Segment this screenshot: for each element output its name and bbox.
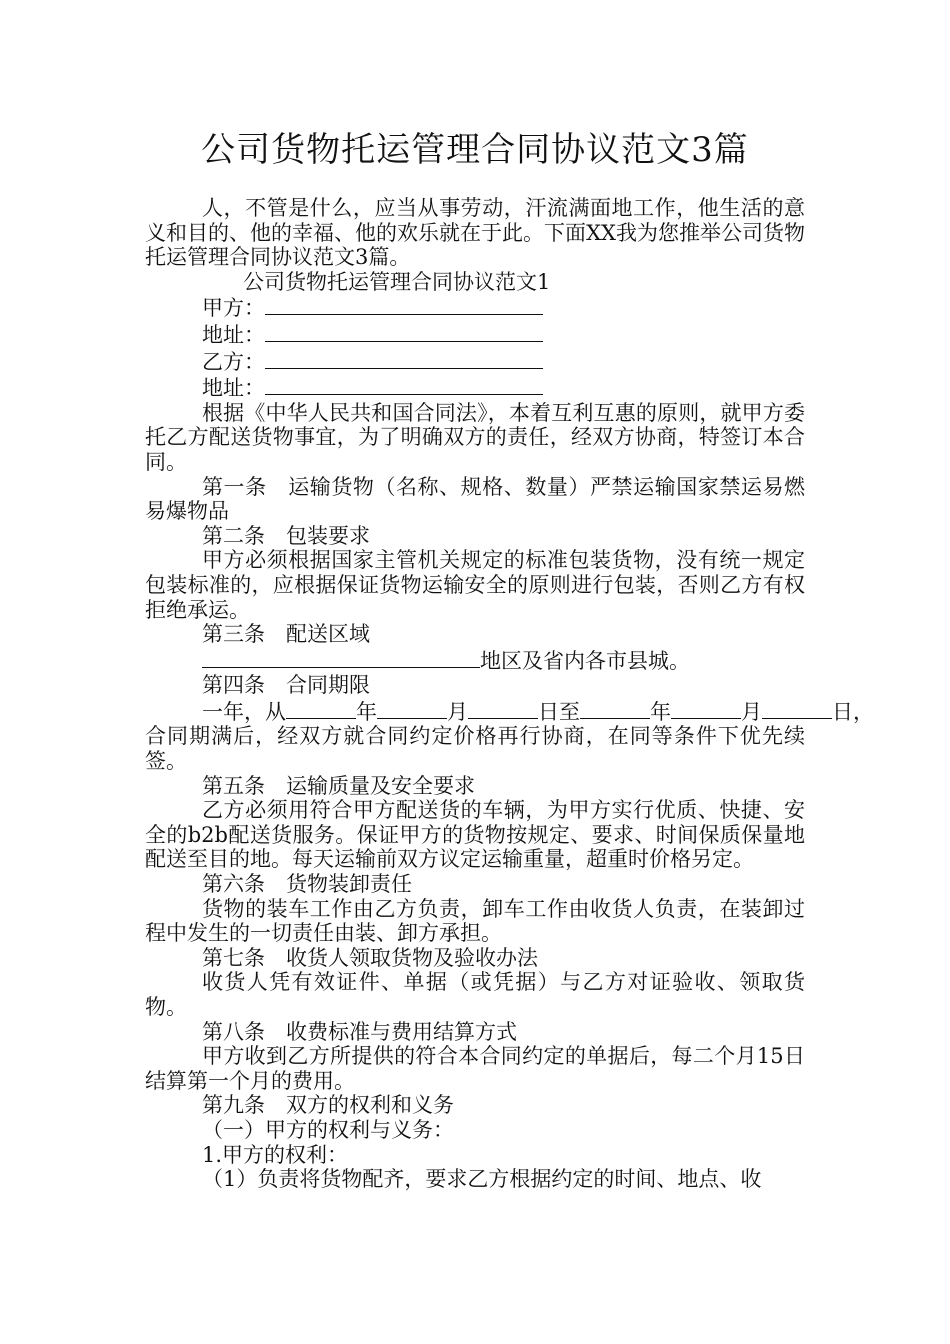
region-blank [202,647,480,668]
article-2-text: 甲方必须根据国家主管机关规定的标准包装货物，没有统一规定包装标准的，应根据保证货物运输安全的原则进行包装，否则乙方有权拒绝承运。 [145,548,805,622]
address-label-2: 地址： [202,376,265,401]
article-4-heading: 第四条 合同期限 [202,673,370,698]
preamble-paragraph: 根据《中华人民共和国合同法》，本着互利互惠的原则，就甲方委托乙方配送货物事宜，为了明确双方的责任，经双方协商，特签订本合同。 [145,400,805,474]
address-blank-1 [265,321,543,342]
article-9-heading: 第九条 双方的权利和义务 [202,1093,454,1118]
article-5-heading: 第五条 运输质量及安全要求 [202,773,475,798]
party-a-blank [265,294,543,315]
article-6-heading: 第六条 货物装卸责任 [202,872,412,897]
article-3-heading: 第三条 配送区域 [202,622,370,647]
party-a-line [145,294,805,321]
article-4-date-line [145,698,874,725]
article-7-heading: 第七条 收货人领取货物及验收办法 [202,945,538,970]
article-7-text: 收货人凭有效证件、单据（或凭据）与乙方对证验收、领取货物。 [145,970,805,1019]
end-year-blank [580,698,650,719]
article-4-text: 合同期满后，经双方就合同约定价格再行协商，在同等条件下优先续签。 [145,724,805,774]
article-5-text: 乙方必须用符合甲方配送货的车辆，为甲方实行优质、快捷、安全的b2b配送货服务。保证甲方的货物按规定、要求、时间保质保量地配送至目的地。每天运输前双方议定运输重量，超重时价格另定。 [145,798,805,872]
address-line-2 [145,374,805,401]
party-b-label: 乙方： [202,349,265,374]
term-text-month-2: 月 [741,699,762,724]
end-day-blank [762,698,832,719]
party-b-line [145,348,805,375]
party-b-blank [265,348,543,369]
intro-paragraph: 人，不管是什么，应当从事劳动，汗流满面地工作，他生活的意义和目的、他的幸福、他的欢乐就在于此。下面XX我为您推举公司货物托运管理合同协议范文3篇。 [145,196,805,270]
term-text-month-1: 月 [447,699,468,724]
term-text-to: 日至 [538,699,580,724]
document-title: 公司货物托运管理合同协议范文3篇 [201,130,749,170]
address-line-1 [145,321,805,348]
article-8-heading: 第八条 收费标准与费用结算方式 [202,1019,517,1044]
section-subtitle: 公司货物托运管理合同协议范文1 [243,269,551,294]
term-text-year-1: 年 [356,699,377,724]
article-8-text: 甲方收到乙方所提供的符合本合同约定的单据后，每二个月15日结算第一个月的费用。 [145,1044,805,1093]
start-month-blank [377,698,447,719]
end-month-blank [671,698,741,719]
term-text-day-2: 日， [832,699,874,724]
party-a-label: 甲方： [202,296,265,321]
document-body [145,196,874,1192]
address-label-1: 地址： [202,322,265,347]
article-9-subheading-1: （一）甲方的权利与义务： [202,1117,454,1142]
term-text-from: 一年，从 [202,699,286,724]
article-3-text-line [145,647,805,674]
start-year-blank [286,698,356,719]
article-1-heading: 第一条 运输货物（名称、规格、数量）严禁运输国家禁运易燃易爆物品 [145,474,805,524]
article-2-heading: 第二条 包装要求 [202,523,370,548]
term-text-year-2: 年 [650,699,671,724]
address-blank-2 [265,374,543,395]
article-3-text: 地区及省内各市县城。 [480,648,690,673]
article-6-text: 货物的装车工作由乙方负责，卸车工作由收货人负责，在装卸过程中发生的一切责任由装、卸方承担。 [145,896,805,946]
article-9-subheading-2: 1.甲方的权利： [202,1142,349,1167]
start-day-blank [468,698,538,719]
article-9-item-1: （1）负责将货物配齐，要求乙方根据约定的时间、地点、收 [202,1167,762,1192]
